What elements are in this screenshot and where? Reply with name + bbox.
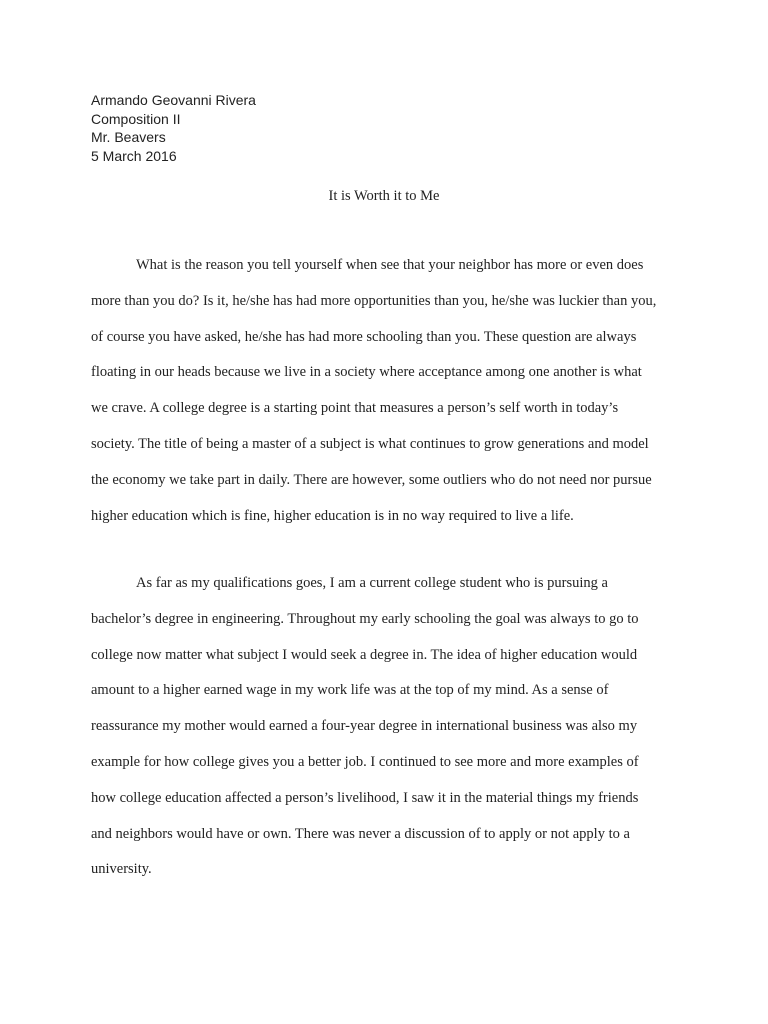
paragraph-2	[91, 566, 691, 888]
paragraph-line: how college education affected a person’s livelihood, I saw it in the material things my friends	[91, 789, 639, 806]
paragraph-line: the economy we take part in daily. There are however, some outliers who do not need nor pursue	[91, 471, 652, 488]
paragraph-line: bachelor’s degree in engineering. Throughout my early schooling the goal was always to go to	[91, 610, 639, 627]
author-name: Armando Geovanni Rivera	[91, 92, 256, 108]
paragraph-line: university.	[91, 861, 152, 878]
paragraph-line: amount to a higher earned wage in my work life was at the top of my mind. As a sense of	[91, 682, 609, 699]
paragraph-line: As far as my qualifications goes, I am a current college student who is pursuing a	[136, 575, 608, 591]
paragraph-line: floating in our heads because we live in a society where acceptance among one another is what	[91, 364, 642, 381]
paragraph-line: we crave. A college degree is a starting point that measures a person’s self worth in today’s	[91, 400, 619, 417]
paragraph-line: What is the reason you tell yourself when see that your neighbor has more or even does	[136, 257, 644, 273]
paragraph-line: college now matter what subject I would seek a degree in. The idea of higher education would	[91, 646, 638, 663]
paragraph-line: and neighbors would have or own. There was never a discussion of to apply or not apply to a	[91, 825, 630, 842]
essay-title: It is Worth it to Me	[328, 188, 440, 204]
paragraph-1	[91, 248, 691, 534]
paragraph-line: society. The title of being a master of a subject is what continues to grow generations and model	[91, 435, 649, 452]
course-name: Composition II	[91, 110, 181, 127]
paragraph-line: example for how college gives you a better job. I continued to see more and more examples of	[91, 753, 639, 770]
paragraph-line: higher education which is fine, higher education is in no way required to live a life.	[91, 507, 574, 524]
mla-heading	[91, 91, 256, 165]
paragraph-line: of course you have asked, he/she has had more schooling than you. These question are always	[91, 328, 637, 345]
paragraph-line: more than you do? Is it, he/she has had more opportunities than you, he/she was luckier than you,	[91, 292, 657, 309]
essay-date: 5 March 2016	[91, 147, 177, 164]
instructor-name: Mr. Beavers	[91, 129, 166, 145]
paragraph-line: reassurance my mother would earned a four-year degree in international business was also my	[91, 718, 638, 735]
